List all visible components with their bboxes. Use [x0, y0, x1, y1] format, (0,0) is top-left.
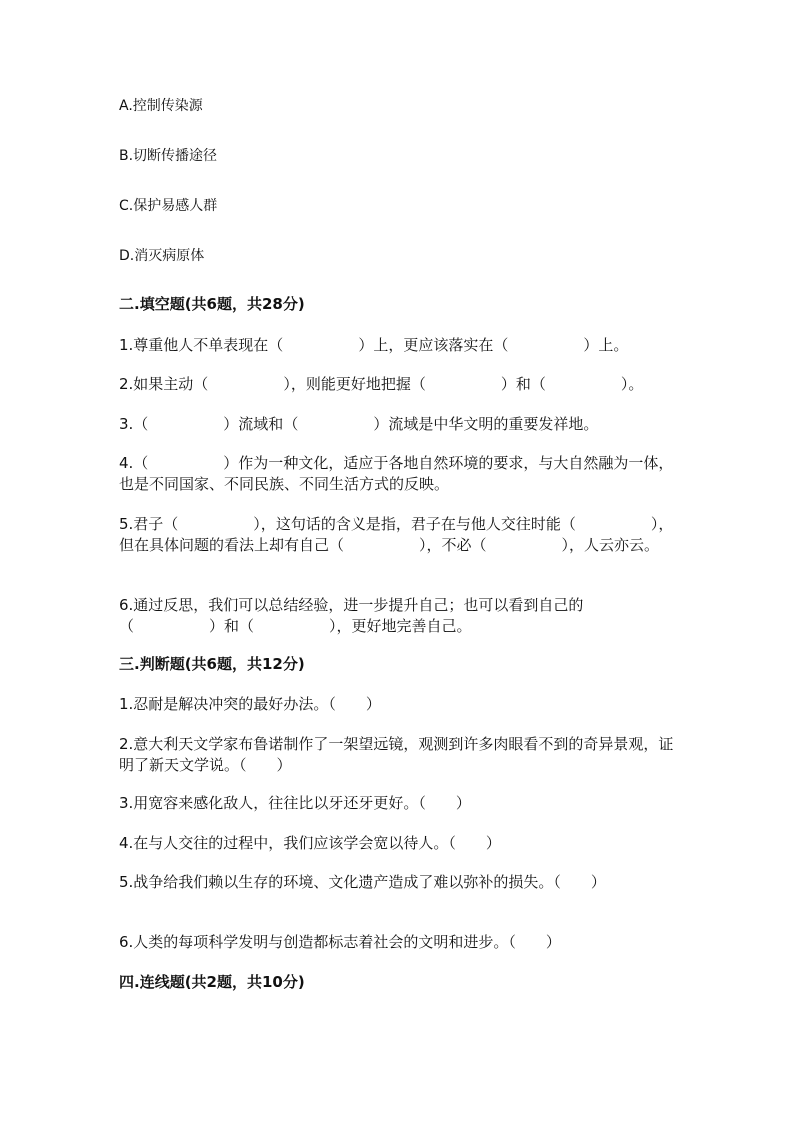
- option-a: A.控制传染源: [119, 98, 203, 114]
- fill-blank-question-6: 6.通过反思，我们可以总结经验，进一步提升自己；也可以看到自己的（ ）和（ ），更好地完善自己。: [119, 596, 584, 635]
- true-false-question-1: 1.忍耐是解决冲突的最好办法。（ ）: [119, 695, 381, 713]
- true-false-question-2: 2.意大利天文学家布鲁诺制作了一架望远镜，观测到许多肉眼看不到的奇异景观，证明了新天文学说。（ ）: [119, 735, 674, 774]
- fill-blank-question-1: 1.尊重他人不单表现在（ ）上，更应该落实在（ ）上。: [119, 336, 629, 354]
- option-c: C.保护易感人群: [119, 198, 218, 214]
- fill-blank-question-4: 4.（ ）作为一种文化，适应于各地自然环境的要求，与大自然融为一体，也是不同国家、不同民族、不同生活方式的反映。: [119, 454, 674, 493]
- fill-blank-question-3: 3.（ ）流域和（ ）流域是中华文明的重要发祥地。: [119, 415, 599, 433]
- fill-blank-question-5: 5.君子（ ），这句话的含义是指，君子在与他人交往时能（ ），但在具体问题的看法上却有自己（ ），不必（ ），人云亦云。: [119, 515, 674, 554]
- true-false-question-5: 5.战争给我们赖以生存的环境、文化遗产造成了难以弥补的损失。（ ）: [119, 873, 606, 891]
- section-title-true-false: 三.判断题(共6题，共12分): [119, 655, 305, 673]
- option-d: D.消灭病原体: [119, 248, 205, 264]
- true-false-question-3: 3.用宽容来感化敌人，往往比以牙还牙更好。（ ）: [119, 794, 471, 812]
- true-false-question-4: 4.在与人交往的过程中，我们应该学会宽以待人。（ ）: [119, 834, 501, 852]
- fill-blank-question-2: 2.如果主动（ ），则能更好地把握（ ）和（ ）。: [119, 375, 644, 393]
- section-title-fill-blank: 二.填空题(共6题，共28分): [119, 295, 305, 313]
- section-title-matching: 四.连线题(共2题，共10分): [119, 973, 305, 991]
- true-false-question-6: 6.人类的每项科学发明与创造都标志着社会的文明和进步。（ ）: [119, 933, 561, 951]
- option-b: B.切断传播途径: [119, 148, 218, 164]
